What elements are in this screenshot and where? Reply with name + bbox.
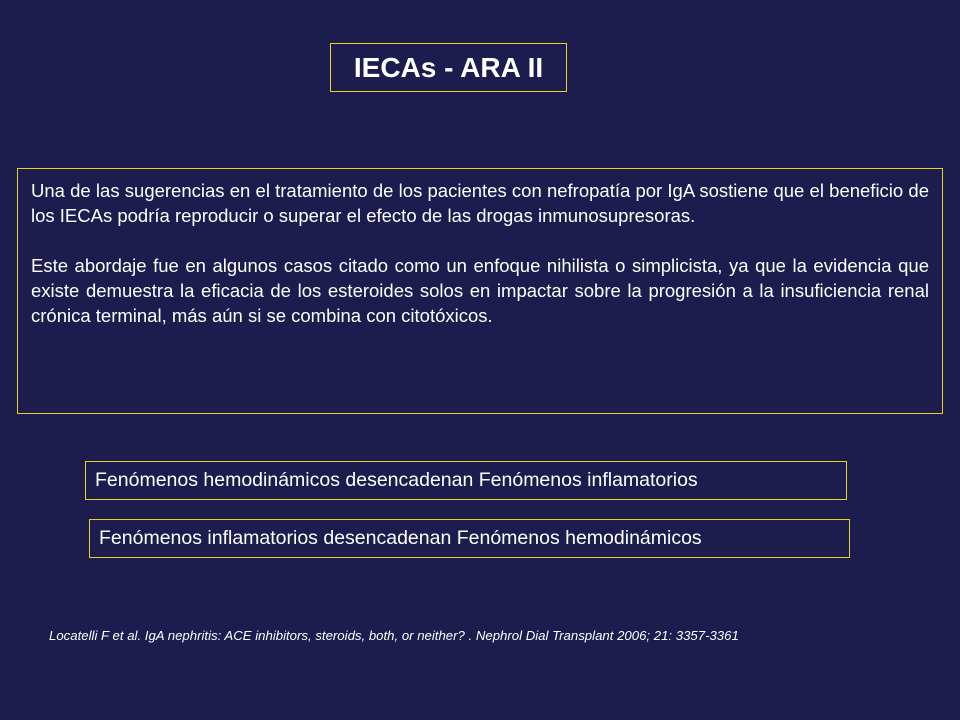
main-text-box xyxy=(17,168,943,414)
statement-text-2: Fenómenos inflamatorios desencadenan Fenómenos hemodinámicos xyxy=(99,527,702,549)
statement-text-1: Fenómenos hemodinámicos desencadenan Fenómenos inflamatorios xyxy=(95,469,698,491)
paragraph-1: Una de las sugerencias en el tratamiento de los pacientes con nefropatía por IgA sostiene que el beneficio de los IECAs podría reproducir o superar el efecto de las drogas inmunosupresoras. xyxy=(31,180,929,226)
slide-title-text: IECAs - ARA II xyxy=(353,51,544,83)
statement-box-hemodynamic xyxy=(85,461,847,500)
statement-box-inflammatory xyxy=(89,519,850,558)
slide-title xyxy=(330,43,567,92)
citation xyxy=(49,628,929,643)
citation-text: Locatelli F et al. IgA nephritis: ACE inhibitors, steroids, both, or neither? . Nephrol Dial Transplant 2006; 21: 3357-3361 xyxy=(49,628,739,643)
paragraph-2: Este abordaje fue en algunos casos citado como un enfoque nihilista o simplicista, ya que la evidencia que existe demuestra la eficacia de los esteroides solos en impactar sobre la progresión a la insuficiencia renal crónica terminal, más aún si se combina con citotóxicos. xyxy=(31,255,929,326)
